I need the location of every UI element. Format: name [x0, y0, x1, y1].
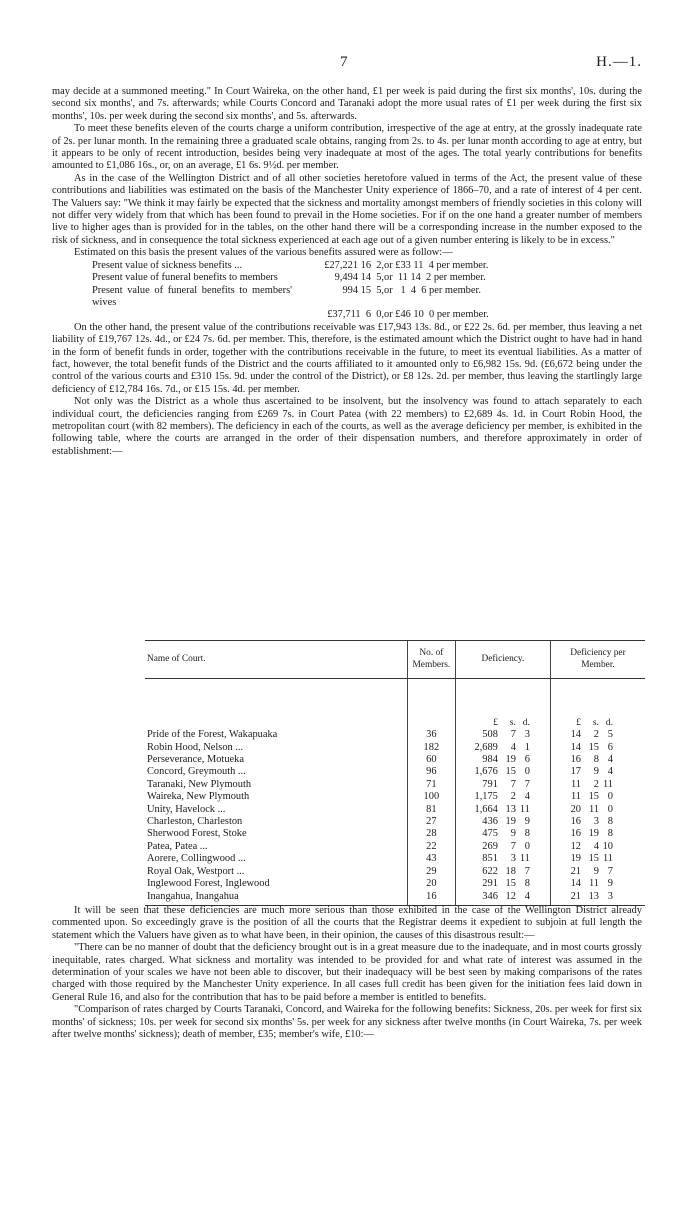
court-members: 71: [407, 779, 455, 791]
table-row: [145, 779, 645, 791]
court-name: Charleston, Charleston: [147, 816, 243, 828]
present-value-label: Present value of funeral benefits to members: [92, 272, 278, 284]
court-name: Aorere, Collingwood ...: [147, 853, 246, 865]
deficiency-shillings: 19: [505, 754, 516, 766]
unit-pence: d.: [605, 716, 613, 728]
paragraph: may decide at a summoned meeting." In Court Waireka, on the other hand, £1 per week is paid during the first six months', 10s. during the second six months', and 7s. afterwards; while Courts Concord and Taranaki adopt the more usual rates of £1 per week during the first six months', 10s. per week during the second six months', and 5s. afterwards.: [52, 86, 642, 122]
deficiency-pounds: 1,175: [474, 791, 498, 803]
court-members: 182: [407, 742, 455, 754]
table-row: [145, 729, 645, 741]
per-member-pence: 9: [607, 878, 613, 890]
deficiency-pence: 8: [524, 828, 530, 840]
table-row: [145, 742, 645, 754]
deficiency-shillings: 7: [510, 729, 516, 741]
table-row: [145, 853, 645, 865]
per-member-pounds: 11: [570, 791, 581, 803]
per-member-shillings: 15: [588, 853, 599, 865]
per-member-shillings: 2: [593, 729, 599, 741]
header-name-of-court: Name of Court.: [145, 641, 407, 679]
paragraph: Not only was the District as a whole thus ascertained to be insolvent, but the insolvency was found to attach separately to each individual court, the deficiencies ranging from £269 7s. in Court Patea (with 22 members) to £2,689 4s. 1d. in Court Robin Hood, the metropolitan court (with 82 members). The deficiency in each of the courts, as well as the average deficiency per member, is exhibited in the following table, where the courts are arranged in the order of their dispensation numbers, and therefore approximately in order of establishment:—: [52, 396, 642, 457]
court-name: Perseverance, Motueka: [147, 754, 244, 766]
table-row: [145, 866, 645, 878]
page-header: [52, 0, 642, 70]
present-value-label: Present value of funeral benefits to members' wives: [92, 284, 292, 308]
deficiency-pounds: 291: [482, 878, 498, 890]
present-value-row: [92, 272, 494, 284]
per-member-pence: 8: [607, 816, 613, 828]
deficiency-pence: 11: [519, 803, 530, 815]
deficiency-shillings: 4: [510, 741, 516, 753]
court-name: Inglewood Forest, Inglewood: [147, 878, 270, 890]
paragraph: To meet these benefits eleven of the courts charge a uniform contribution, irrespective of the age at entry, at the grossly inadequate rate of 2s. per lunar month. In the remaining three a graduated scale obtains, ranging from 2s. to 4s. per lunar month according to age at entry, but it appears to be only of recent introduction, besides being very inadequate at most of the ages. The total yearly contributions for benefits amounted to £1,086 16s., or, on an average, £1 6s. 9½d. per member.: [52, 123, 642, 172]
deficiency-pence: 3: [524, 729, 530, 741]
deficiency-pence: 8: [524, 878, 530, 890]
court-members: 29: [407, 866, 455, 878]
deficiency-pounds: 2,689: [474, 741, 498, 753]
courts-deficiency-table: [145, 640, 645, 906]
deficiency-pounds: 475: [482, 828, 498, 840]
per-member-pounds: 17: [570, 766, 581, 778]
table-header-row: [145, 641, 645, 679]
court-members: 43: [407, 853, 455, 865]
deficiency-pounds: 622: [482, 865, 498, 877]
deficiency-pence: 6: [524, 754, 530, 766]
per-member-pence: 11: [602, 778, 613, 790]
deficiency-shillings: 19: [505, 816, 516, 828]
unit-pence: d.: [522, 716, 530, 728]
body-text-bottom: [52, 905, 642, 1041]
deficiency-pence: 4: [524, 791, 530, 803]
deficiency-shillings: 7: [510, 840, 516, 852]
deficiency-shillings: 18: [505, 865, 516, 877]
per-member-shillings: 9: [593, 766, 599, 778]
per-member-shillings: 13: [588, 890, 599, 902]
court-members: 96: [407, 766, 455, 778]
per-member-pounds: 12: [570, 840, 581, 852]
deficiency-pounds: 436: [482, 816, 498, 828]
court-name: Concord, Greymouth ...: [147, 766, 246, 778]
court-members: 100: [407, 791, 455, 803]
deficiency-pence: 0: [524, 766, 530, 778]
per-member-shillings: 3: [593, 816, 599, 828]
present-value-label: Present value of sickness benefits ...: [92, 259, 243, 271]
document-page: [52, 0, 642, 1041]
per-member-pence: 4: [607, 754, 613, 766]
per-member-pounds: 19: [570, 853, 581, 865]
deficiency-pence: 0: [524, 840, 530, 852]
per-member-pence: 4: [607, 766, 613, 778]
per-member-shillings: 2: [593, 778, 599, 790]
per-member-pence: 8: [607, 828, 613, 840]
court-members: 81: [407, 804, 455, 816]
table-row: [145, 766, 645, 778]
per-member-shillings: 15: [588, 741, 599, 753]
deficiency-pence: 7: [524, 865, 530, 877]
per-member-shillings: 11: [588, 803, 599, 815]
header-deficiency-per-member: Deficiency per Member.: [550, 641, 645, 679]
table-row: [145, 828, 645, 840]
deficiency-pence: 4: [524, 890, 530, 902]
paragraph: On the other hand, the present value of the contributions receivable was £17,943 13s. 8d., or £22 2s. 6d. per member, thus leaving a net liability of £19,767 12s. 4d., or £24 7s. 6d. per member. This, therefore, is the estimated amount which the District ought to have had in hand in the form of benefit funds in order, together with the contributions receivable in the future, to meet its eventual liabilities. As a matter of fact, however, the total benefit funds of the District and the courts affiliated to it amounted only to £6,982 15s. 9d. (£6,672 being under the control of the various courts and £310 15s. 9d. under the control of the District), or £8 12s. 2d. per member, thus leaving the startlingly large deficiency of £12,784 16s. 7d., or £15 15s. 4d. per member.: [52, 321, 642, 395]
court-members: 36: [407, 729, 455, 741]
per-member-pounds: 21: [570, 890, 581, 902]
present-value-per-member: or £33 11 4 per member.: [384, 259, 489, 271]
present-value-total-row: [92, 309, 494, 321]
header-deficiency: Deficiency.: [455, 641, 550, 679]
court-name: Unity, Havelock ...: [147, 803, 226, 815]
deficiency-shillings: 15: [505, 766, 516, 778]
deficiency-shillings: 2: [510, 791, 516, 803]
court-members: 27: [407, 816, 455, 828]
per-member-pounds: 21: [570, 865, 581, 877]
present-value-total: £37,711 6 0,: [327, 309, 384, 321]
per-member-pounds: 14: [570, 878, 581, 890]
deficiency-pounds: 1,664: [474, 803, 498, 815]
unit-pounds: £: [493, 716, 498, 728]
deficiency-pence: 1: [524, 741, 530, 753]
table-row: [145, 878, 645, 890]
per-member-pounds: 14: [570, 729, 581, 741]
per-member-shillings: 4: [593, 840, 599, 852]
per-member-pence: 5: [607, 729, 613, 741]
court-members: 28: [407, 828, 455, 840]
present-values-table: [92, 260, 494, 322]
deficiency-shillings: 12: [505, 890, 516, 902]
per-member-pounds: 16: [570, 816, 581, 828]
present-value-per-member: or 1 4 6 per member.: [384, 284, 481, 296]
table-row: [145, 816, 645, 828]
per-member-pounds: 16: [570, 754, 581, 766]
per-member-pence: 7: [607, 865, 613, 877]
court-members: 20: [407, 878, 455, 890]
deficiency-pounds: 791: [482, 778, 498, 790]
deficiency-shillings: 15: [505, 878, 516, 890]
court-name: Royal Oak, Westport ...: [147, 865, 245, 877]
header-members: No. of Members.: [407, 641, 455, 679]
deficiency-shillings: 13: [505, 803, 516, 815]
unit-pounds: £: [576, 716, 581, 728]
deficiency-pounds: 851: [482, 853, 498, 865]
paragraph: It will be seen that these deficiencies are much more serious than those exhibited in the case of the Wellington District already commented upon. So exceedingly grave is the position of all the courts that the Registrar deems it expedient to subjoin at full length the statement which the Valuers have given as to what have been, in their opinion, the causes of this disastrous result:—: [52, 905, 642, 941]
court-name: Pride of the Forest, Wakapuaka: [147, 729, 278, 741]
deficiency-pounds: 1,676: [474, 766, 498, 778]
per-member-pounds: 11: [570, 778, 581, 790]
court-name: Taranaki, New Plymouth: [147, 778, 252, 790]
deficiency-pounds: 346: [482, 890, 498, 902]
paragraph: "Comparison of rates charged by Courts Taranaki, Concord, and Waireka for the following benefits: Sickness, 20s. per week for first six months' of sickness; 10s. per week for second six months' 5s. per week for any sickness after twelve months (in Court Waireka, 7s. per week after twelve months' sickness); death of member, £35; member's wife, £10:—: [52, 1004, 642, 1041]
per-member-pence: 3: [607, 890, 613, 902]
court-members: 22: [407, 841, 455, 853]
present-value-total-per-member: or £46 10 0 per member.: [384, 309, 489, 321]
paragraph: As in the case of the Wellington District and of all other societies heretofore valued in terms of the Act, the present value of these contributions and liabilities was estimated on the basis of the Manchester Unity experience of 1866–70, and a rate of interest of 4 per cent. The Valuers say: "We think it may fairly be expected that the sickness and mortality amongst members of friendly societies in this colony will not differ very widely from that which has been found to prevail in the Home societies. For if on the one hand a greater number of members live to higher ages than is provided for in the tables, on the other hand there will be a corresponding increase in the number exposed to the risk of sickness, and in consequence the total sickness experienced at each age out of a given number entering is likely to be in excess.": [52, 172, 642, 246]
per-member-shillings: 9: [593, 865, 599, 877]
unit-shillings: s.: [509, 716, 516, 728]
deficiency-pence: 11: [519, 853, 530, 865]
present-value-amount: £27,221 16 2,: [324, 259, 384, 271]
present-value-amount: 994 15 5,: [342, 284, 384, 296]
paragraph: "There can be no manner of doubt that the deficiency brought out is in a great measure due to the inadequate, and in most courts grossly inequitable, rates charged. What sickness and mortality was intended to be provided for and what rate of interest was assumed in the determination of your scales we have not been able to discover, but their inadequacy will be best seen by making comparisons of the rates charged with those required by the Manchester Unity experience. In all cases full credit has been given for the initiation fees laid down in General Rule 16, and also for the contribution that has to be paid before a member is entitled to benefits.: [52, 942, 642, 1003]
court-name: Robin Hood, Nelson ...: [147, 741, 244, 753]
per-member-pence: 10: [602, 840, 613, 852]
per-member-pounds: 14: [570, 741, 581, 753]
table-row: [145, 754, 645, 766]
estimate-intro: Estimated on this basis the present values of the various benefits assured were as follow:—: [74, 247, 453, 259]
court-name: Inangahua, Inangahua: [145, 891, 407, 906]
court-name: Waireka, New Plymouth: [147, 791, 250, 803]
court-members: 16: [407, 891, 455, 906]
per-member-pounds: 16: [570, 828, 581, 840]
table-row: [145, 791, 645, 803]
page-reference: H.—1.: [596, 54, 642, 70]
per-member-pounds: 20: [570, 803, 581, 815]
deficiency-pence: 7: [524, 778, 530, 790]
table-row: [145, 804, 645, 816]
unit-shillings: s.: [592, 716, 599, 728]
deficiency-shillings: 9: [510, 828, 516, 840]
deficiency-pounds: 269: [482, 840, 498, 852]
present-value-row: [92, 260, 494, 272]
present-value-per-member: or 11 14 2 per member.: [384, 272, 486, 284]
per-member-shillings: 19: [588, 828, 599, 840]
court-members: 60: [407, 754, 455, 766]
table-row: [145, 841, 645, 853]
units-row: [145, 678, 645, 729]
body-text-top: [52, 86, 642, 458]
per-member-shillings: 15: [588, 791, 599, 803]
per-member-shillings: 11: [588, 878, 599, 890]
deficiency-pounds: 984: [482, 754, 498, 766]
deficiency-pounds: 508: [482, 729, 498, 741]
deficiency-shillings: 3: [510, 853, 516, 865]
table-row: [145, 891, 645, 906]
present-value-amount: 9,494 14 5,: [334, 272, 384, 284]
per-member-pence: 6: [607, 741, 613, 753]
deficiency-shillings: 7: [510, 778, 516, 790]
deficiency-pence: 9: [524, 816, 530, 828]
court-name: Patea, Patea ...: [147, 840, 208, 852]
present-value-row: [92, 285, 494, 310]
page-number: 7: [340, 54, 348, 70]
court-name: Sherwood Forest, Stoke: [147, 828, 247, 840]
per-member-shillings: 8: [593, 754, 599, 766]
per-member-pence: 0: [607, 791, 613, 803]
per-member-pence: 0: [607, 803, 613, 815]
per-member-pence: 11: [602, 853, 613, 865]
